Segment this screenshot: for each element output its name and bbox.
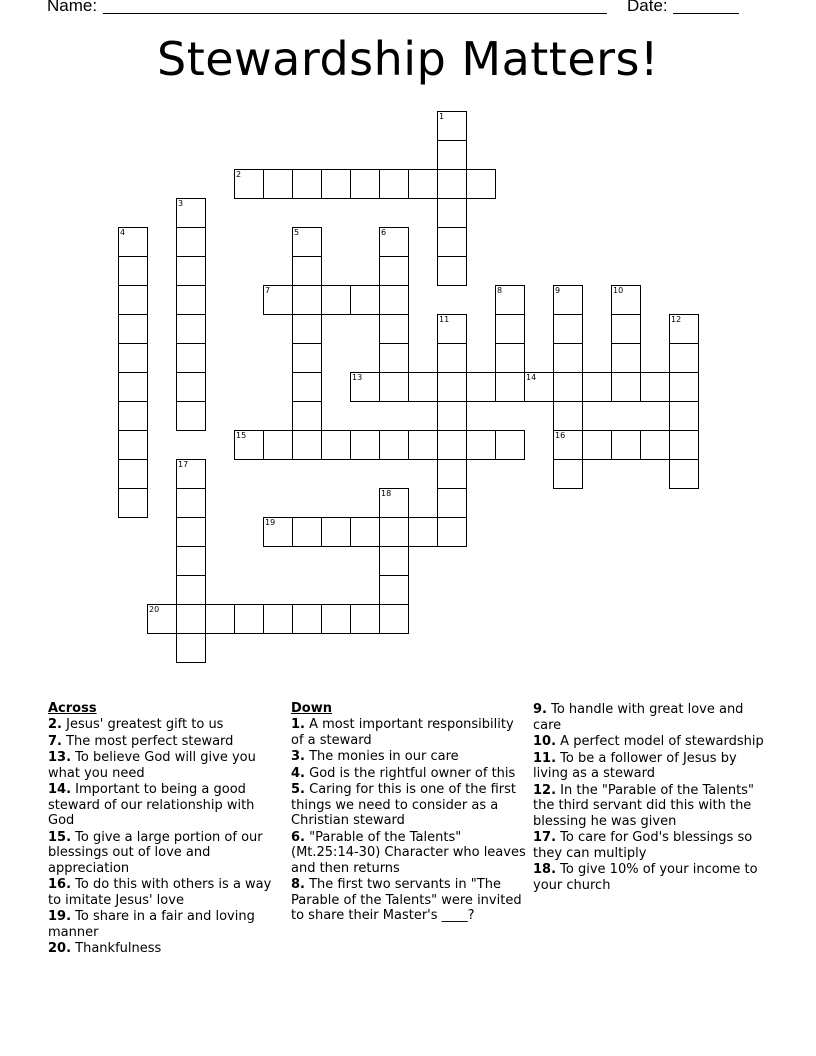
clue-text: In the "Parable of the Talents" the third servant did this with the blessing he was given	[533, 782, 754, 829]
clue-text: Caring for this is one of the first things we need to consider as a Christian steward	[291, 782, 516, 828]
clue-text: A most important responsibility of a steward	[291, 717, 514, 748]
crossword-cell[interactable]	[495, 430, 525, 460]
clue-item	[533, 783, 765, 830]
crossword-cell[interactable]	[321, 169, 351, 199]
clue-item	[291, 717, 526, 748]
clue-number: 12	[671, 315, 682, 324]
clue-number: 18	[381, 489, 392, 498]
crossword-cell[interactable]	[234, 430, 264, 460]
crossword-cell[interactable]	[176, 372, 206, 402]
crossword-cell[interactable]	[350, 430, 380, 460]
crossword-cell[interactable]	[118, 314, 148, 344]
clue-number: 18.	[533, 862, 557, 877]
clue-number: 7.	[48, 733, 62, 749]
clue-text: The monies in our care	[304, 749, 459, 764]
clue-text: To give 10% of your income to your church	[533, 862, 758, 893]
clue-item	[48, 909, 276, 940]
clue-item	[48, 830, 276, 877]
crossword-cell[interactable]	[292, 430, 322, 460]
crossword-cell[interactable]	[118, 227, 148, 257]
crossword-cell[interactable]	[292, 604, 322, 634]
clue-number: 15.	[48, 829, 72, 845]
crossword-cell[interactable]	[437, 314, 467, 344]
crossword-cell[interactable]	[611, 430, 641, 460]
clue-item	[48, 717, 276, 733]
crossword-cell[interactable]	[553, 343, 583, 373]
crossword-cell[interactable]	[466, 169, 496, 199]
clue-number: 4.	[291, 765, 305, 781]
clue-item	[48, 734, 276, 750]
crossword-cell[interactable]	[408, 430, 438, 460]
crossword-cell[interactable]	[118, 430, 148, 460]
clue-number: 10	[613, 286, 624, 295]
clue-number: 1	[439, 112, 445, 121]
clue-text: Thankfulness	[71, 941, 162, 956]
crossword-cell[interactable]	[408, 372, 438, 402]
crossword-cell[interactable]	[321, 604, 351, 634]
crossword-cell[interactable]	[640, 372, 670, 402]
crossword-cell[interactable]	[379, 285, 409, 315]
crossword-cell[interactable]	[321, 517, 351, 547]
crossword-cell[interactable]	[437, 517, 467, 547]
crossword-cell[interactable]	[408, 517, 438, 547]
crossword-cell[interactable]	[292, 227, 322, 257]
crossword-cell[interactable]	[234, 604, 264, 634]
clue-item	[291, 782, 526, 829]
crossword-cell[interactable]	[495, 314, 525, 344]
crossword-cell[interactable]	[611, 314, 641, 344]
crossword-cell[interactable]	[176, 517, 206, 547]
crossword-cell[interactable]	[611, 372, 641, 402]
crossword-cell[interactable]	[669, 401, 699, 431]
crossword-cell[interactable]	[350, 372, 380, 402]
crossword-cell[interactable]	[118, 256, 148, 286]
crossword-cell[interactable]	[379, 546, 409, 576]
clue-item	[533, 734, 765, 750]
crossword-cell[interactable]	[379, 517, 409, 547]
clue-number: 2.	[48, 717, 62, 732]
crossword-cell[interactable]	[350, 169, 380, 199]
crossword-cell[interactable]	[466, 430, 496, 460]
crossword-cell[interactable]	[292, 517, 322, 547]
crossword-cell[interactable]	[553, 430, 583, 460]
crossword-cell[interactable]	[379, 256, 409, 286]
clue-number: 7	[265, 286, 271, 295]
crossword-cell[interactable]	[379, 372, 409, 402]
crossword-cell[interactable]	[437, 372, 467, 402]
crossword-cell[interactable]	[582, 372, 612, 402]
clue-item	[291, 749, 526, 765]
clue-number: 8.	[291, 877, 305, 892]
clue-text: Jesus' greatest gift to us	[61, 717, 224, 732]
crossword-cell[interactable]	[437, 401, 467, 431]
clue-text: "Parable of the Talents"(Mt.25:14-30) Character who leaves and then returns	[291, 829, 526, 876]
clue-number: 19	[265, 518, 276, 527]
clue-number: 8	[497, 286, 503, 295]
crossword-cell[interactable]	[669, 343, 699, 373]
crossword-cell[interactable]	[176, 343, 206, 373]
crossword-cell[interactable]	[292, 169, 322, 199]
clue-item	[48, 750, 276, 781]
clue-number: 10.	[533, 734, 557, 749]
crossword-cell[interactable]	[379, 488, 409, 518]
clue-number: 20	[149, 605, 160, 614]
clue-number: 19.	[48, 909, 72, 924]
clue-number: 1.	[291, 717, 305, 732]
crossword-cell[interactable]	[553, 285, 583, 315]
crossword-cell[interactable]	[437, 227, 467, 257]
crossword-cell[interactable]	[321, 285, 351, 315]
clue-item	[533, 751, 765, 782]
crossword-cell[interactable]	[118, 488, 148, 518]
clue-number: 14.	[48, 782, 72, 797]
clue-number: 15	[236, 431, 247, 440]
across-clues	[48, 700, 276, 958]
crossword-cell[interactable]	[176, 256, 206, 286]
clue-text: A perfect model of stewardship	[556, 734, 764, 749]
crossword-cell[interactable]	[379, 430, 409, 460]
clue-item	[48, 782, 276, 829]
crossword-cell[interactable]	[176, 314, 206, 344]
crossword-cell[interactable]	[292, 256, 322, 286]
crossword-cell[interactable]	[321, 430, 351, 460]
crossword-cell[interactable]	[350, 285, 380, 315]
crossword-cell[interactable]	[379, 227, 409, 257]
crossword-cell[interactable]	[582, 430, 612, 460]
clue-number: 17	[178, 460, 189, 469]
clue-item	[291, 830, 526, 877]
crossword-cell[interactable]	[437, 198, 467, 228]
crossword-cell[interactable]	[292, 372, 322, 402]
crossword-cell[interactable]	[205, 604, 235, 634]
crossword-cell[interactable]	[292, 285, 322, 315]
crossword-cell[interactable]	[118, 401, 148, 431]
clue-number: 5	[294, 228, 300, 237]
crossword-cell[interactable]	[408, 169, 438, 199]
clue-text: God is the rightful owner of this	[304, 765, 516, 781]
down-heading: Down	[291, 701, 332, 716]
crossword-cell[interactable]	[437, 430, 467, 460]
crossword-cell[interactable]	[669, 430, 699, 460]
crossword-cell[interactable]	[118, 343, 148, 373]
clue-number: 9	[555, 286, 561, 295]
clue-number: 13.	[48, 750, 72, 765]
clue-item	[48, 941, 276, 957]
crossword-cell[interactable]	[176, 488, 206, 518]
crossword-cell[interactable]	[437, 169, 467, 199]
crossword-cell[interactable]	[118, 459, 148, 489]
crossword-cell[interactable]	[379, 314, 409, 344]
crossword-cell[interactable]	[437, 256, 467, 286]
crossword-cell[interactable]	[176, 285, 206, 315]
crossword-cell[interactable]	[553, 401, 583, 431]
crossword-cell[interactable]	[553, 314, 583, 344]
crossword-cell[interactable]	[611, 343, 641, 373]
crossword-cell[interactable]	[263, 604, 293, 634]
crossword-cell[interactable]	[495, 285, 525, 315]
crossword-cell[interactable]	[176, 575, 206, 605]
crossword-cell[interactable]	[176, 198, 206, 228]
clue-text: To give a large portion of our blessings out of love and appreciation	[48, 829, 263, 876]
crossword-cell[interactable]	[350, 604, 380, 634]
clue-text: To be a follower of Jesus by living as a steward	[533, 750, 737, 781]
crossword-cell[interactable]	[176, 227, 206, 257]
down-clues-continued	[533, 702, 765, 894]
crossword-cell[interactable]	[495, 343, 525, 373]
crossword-cell[interactable]	[669, 459, 699, 489]
clue-text: To handle with great love and care	[533, 702, 744, 733]
crossword-cell[interactable]	[640, 430, 670, 460]
crossword-cell[interactable]	[263, 169, 293, 199]
clue-item	[533, 830, 765, 861]
crossword-cell[interactable]	[176, 401, 206, 431]
crossword-cell[interactable]	[669, 314, 699, 344]
clue-number: 11	[439, 315, 450, 324]
crossword-cell[interactable]	[495, 372, 525, 402]
crossword-cell[interactable]	[176, 604, 206, 634]
crossword-cell[interactable]	[263, 430, 293, 460]
clue-text: To do this with others is a way to imitate Jesus' love	[48, 877, 272, 908]
crossword-cell[interactable]	[350, 517, 380, 547]
clue-number: 14	[526, 373, 537, 382]
clue-item	[48, 877, 276, 908]
down-clues	[291, 700, 526, 925]
clue-number: 17.	[533, 830, 557, 845]
crossword-cell[interactable]	[669, 372, 699, 402]
crossword-cell[interactable]	[263, 517, 293, 547]
crossword-cell[interactable]	[176, 633, 206, 663]
clue-number: 16.	[48, 877, 72, 892]
clue-number: 2	[236, 170, 242, 179]
clue-number: 3	[178, 199, 184, 208]
crossword-cell[interactable]	[437, 343, 467, 373]
clue-text: Important to being a good steward of our relationship with God	[48, 782, 255, 828]
clue-number: 6.	[291, 829, 305, 845]
crossword-cell[interactable]	[437, 459, 467, 489]
crossword-cell[interactable]	[176, 546, 206, 576]
clue-number: 13	[352, 373, 363, 382]
crossword-cell[interactable]	[466, 372, 496, 402]
clue-text: To believe God will give you what you need	[48, 750, 256, 781]
crossword-cell[interactable]	[379, 575, 409, 605]
crossword-cell[interactable]	[611, 285, 641, 315]
clue-item	[291, 766, 526, 782]
crossword-cell[interactable]	[176, 459, 206, 489]
page-title: Stewardship Matters!	[157, 32, 659, 86]
crossword-cell[interactable]	[437, 140, 467, 170]
crossword-cell[interactable]	[524, 372, 554, 402]
crossword-cell[interactable]	[147, 604, 177, 634]
clue-item	[533, 702, 765, 733]
clue-number: 9.	[533, 702, 547, 717]
across-heading: Across	[48, 701, 97, 716]
clue-number: 6	[381, 228, 387, 237]
crossword-cell[interactable]	[292, 314, 322, 344]
crossword-cell[interactable]	[263, 285, 293, 315]
crossword-cell[interactable]	[379, 169, 409, 199]
clue-number: 20.	[48, 941, 72, 956]
clue-text: To share in a fair and loving manner	[48, 909, 255, 940]
crossword-cell[interactable]	[553, 459, 583, 489]
crossword-cell[interactable]	[379, 604, 409, 634]
crossword-cell[interactable]	[118, 372, 148, 402]
clue-number: 3.	[291, 749, 305, 764]
clue-text: The first two servants in "The Parable of the Talents" were invited to share their Master's ____?	[291, 877, 522, 923]
crossword-cell[interactable]	[379, 343, 409, 373]
crossword-cell[interactable]	[234, 169, 264, 199]
crossword-cell[interactable]	[118, 285, 148, 315]
crossword-cell[interactable]	[292, 401, 322, 431]
clue-text: The most perfect steward	[61, 733, 234, 749]
name-label: Name:	[47, 0, 98, 15]
clue-number: 11.	[533, 750, 557, 766]
crossword-cell[interactable]	[437, 488, 467, 518]
crossword-cell[interactable]	[292, 343, 322, 373]
crossword-cell[interactable]	[437, 111, 467, 141]
clue-text: To care for God's blessings so they can multiply	[533, 830, 753, 861]
clue-item	[291, 877, 526, 924]
crossword-cell[interactable]	[553, 372, 583, 402]
clue-item	[533, 862, 765, 893]
clue-number: 16	[555, 431, 566, 440]
clue-number: 12.	[533, 782, 557, 798]
clue-number: 5.	[291, 782, 305, 797]
date-label: Date:	[627, 0, 668, 15]
clue-number: 4	[120, 228, 126, 237]
